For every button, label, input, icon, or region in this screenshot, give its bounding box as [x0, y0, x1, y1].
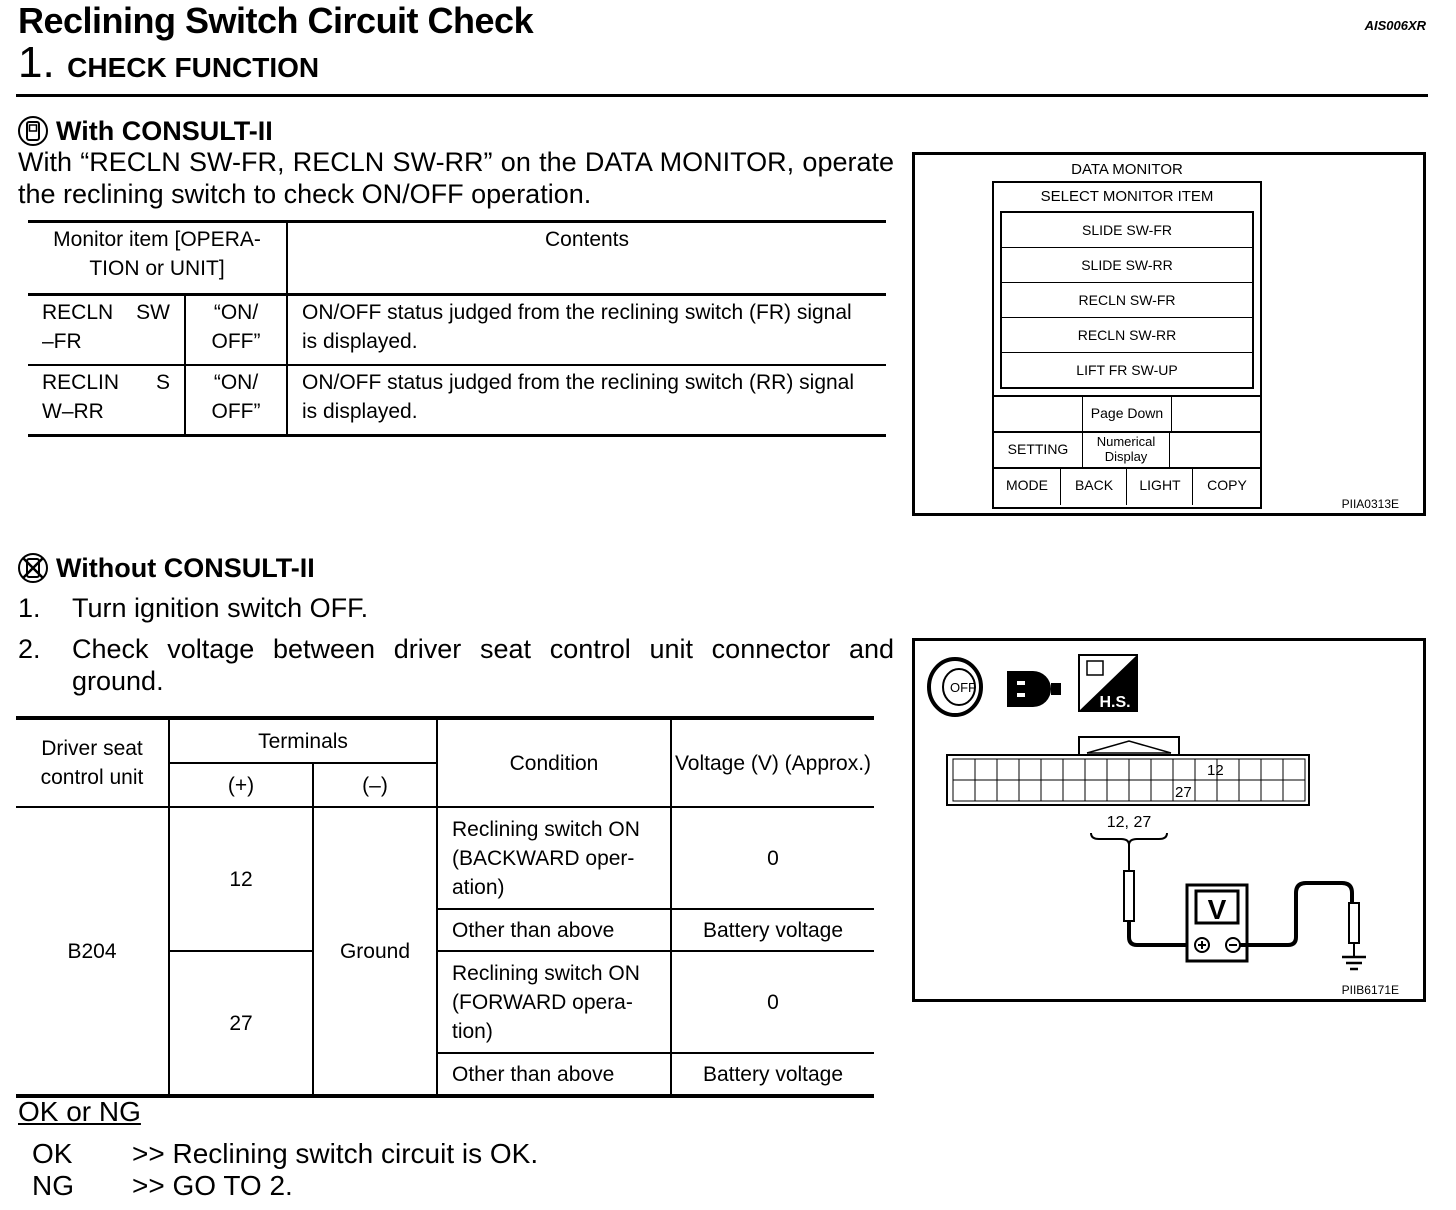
ignition-off-icon	[929, 659, 981, 715]
connector-cavity	[1107, 759, 1129, 780]
back-button[interactable]: BACK	[1060, 467, 1127, 505]
ground-cell: Ground	[313, 807, 437, 1096]
hs-label: H.S.	[1099, 694, 1131, 711]
connector-cavity	[1195, 780, 1217, 801]
connector-cavity	[975, 780, 997, 801]
header-rule	[16, 94, 1428, 97]
probe-label: 12, 27	[1106, 814, 1152, 831]
monitor-contents-cell: ON/OFF status judged from the reclining switch (FR) signal is displayed.	[287, 295, 886, 366]
connector-cavity	[1019, 759, 1041, 780]
figure-id: PIIA0313E	[1341, 497, 1399, 511]
voltage-table	[16, 716, 874, 1098]
data-monitor-title: DATA MONITOR	[1071, 161, 1183, 178]
diagram-svg	[915, 641, 1423, 999]
consult-heading-text: With CONSULT-II	[56, 115, 273, 146]
document-id: AIS006XR	[1364, 18, 1426, 33]
condition-cell: Reclining switch ON (FORWARD opera-tion)	[437, 951, 671, 1053]
monitor-item[interactable]: SLIDE SW-RR	[1002, 248, 1252, 283]
voltage-cell: 0	[671, 807, 874, 909]
header-voltage: Voltage (V) (Approx.)	[671, 718, 874, 807]
probe-brace	[1091, 833, 1167, 845]
light-button[interactable]: LIGHT	[1126, 467, 1193, 505]
header-unit: Driver seat control unit	[16, 718, 169, 807]
connector-cavity	[1063, 759, 1085, 780]
ok-text: >> Reclining switch circuit is OK.	[132, 1138, 539, 1169]
voltage-cell: Battery voltage	[671, 909, 874, 951]
monitor-item-list	[1000, 211, 1254, 389]
header-monitor-item: Monitor item [OPERA-TION or UNIT]	[53, 228, 261, 280]
connector-cavity	[1239, 759, 1261, 780]
pin-12-label: 12	[1207, 762, 1224, 779]
connector-cavity	[975, 759, 997, 780]
monitor-item[interactable]: SLIDE SW-FR	[1002, 213, 1252, 248]
monitor-item-cell: RECLIN S W–RR	[42, 371, 170, 423]
monitor-item[interactable]: RECLN SW-RR	[1002, 318, 1252, 353]
terminal-cell: 27	[169, 951, 313, 1096]
monitor-contents-cell: ON/OFF status judged from the reclining switch (RR) signal is displayed.	[287, 365, 886, 436]
probe-positive	[1124, 871, 1134, 921]
connector-cavity	[1239, 780, 1261, 801]
connector-cavity	[1107, 780, 1129, 801]
mode-button[interactable]: MODE	[1006, 477, 1048, 493]
connector-cavity	[1129, 780, 1151, 801]
header-plus: (+)	[169, 763, 313, 807]
connector-cavity	[1151, 759, 1173, 780]
ok-row	[32, 1138, 538, 1170]
connector-cavity	[953, 780, 975, 801]
condition-cell: Other than above	[437, 909, 671, 951]
connector-cavity	[1129, 759, 1151, 780]
no-consult-icon	[16, 551, 50, 585]
voltage-cell: 0	[671, 951, 874, 1053]
result-label: OK or NG	[18, 1096, 141, 1127]
copy-button[interactable]: COPY	[1192, 467, 1261, 505]
monitor-item-table	[28, 220, 886, 437]
instruction-step	[18, 633, 894, 697]
consult-icon	[16, 114, 50, 148]
monitor-item[interactable]: RECLN SW-FR	[1002, 283, 1252, 318]
monitor-unit-cell: “ON/ OFF”	[185, 365, 287, 436]
no-consult-heading-text: Without CONSULT-II	[56, 552, 315, 583]
monitor-unit-cell: “ON/ OFF”	[185, 295, 287, 366]
connector-cavity	[1041, 759, 1063, 780]
connector-cavity	[1085, 759, 1107, 780]
connector-cavity	[1151, 780, 1173, 801]
connector-cavity	[953, 759, 975, 780]
connector-cavity	[1063, 780, 1085, 801]
ok-key: OK	[32, 1138, 73, 1169]
table-row	[28, 295, 886, 366]
step-title: CHECK FUNCTION	[67, 52, 320, 83]
connector-cavity	[1019, 780, 1041, 801]
step-text: Check voltage between driver seat control unit connector and ground.	[72, 634, 894, 696]
voltage-check-diagram	[912, 638, 1426, 1002]
connector-cell: B204	[16, 807, 169, 1096]
connector-icon	[1007, 671, 1061, 707]
page-down-button[interactable]: Page Down	[1082, 395, 1172, 431]
monitor-screen	[992, 181, 1262, 509]
terminal-cell: 12	[169, 807, 313, 951]
consult-instruction: With “RECLN SW-FR, RECLN SW-RR” on the DATA MONITOR, operate the reclining switch to check ON/OFF operation.	[18, 147, 894, 209]
step-num: 1.	[18, 593, 41, 623]
pin-27-label: 27	[1175, 784, 1192, 801]
step-heading	[18, 38, 319, 88]
connector-cavity	[1261, 759, 1283, 780]
step-num: 2.	[18, 634, 41, 664]
monitor-item[interactable]: LIFT FR SW-UP	[1076, 362, 1178, 378]
connector-cavity	[1261, 780, 1283, 801]
data-monitor-figure	[912, 152, 1426, 516]
ng-key: NG	[32, 1170, 74, 1201]
header-contents: Contents	[287, 222, 886, 295]
connector-cavity	[1085, 780, 1107, 801]
instruction-step	[18, 592, 368, 624]
step-text: Turn ignition switch OFF.	[72, 593, 369, 623]
connector-cavity	[1283, 759, 1305, 780]
step-number: 1.	[18, 38, 55, 87]
connector-cavity	[1283, 780, 1305, 801]
table-row	[28, 365, 886, 436]
monitor-item-cell: RECLN SW –FR	[42, 301, 170, 353]
table-row	[16, 807, 874, 909]
harness-side-icon	[1079, 655, 1137, 711]
table-header-row	[28, 222, 886, 295]
consult-heading	[16, 114, 273, 148]
page-title: Reclining Switch Circuit Check	[18, 0, 534, 41]
connector-cavity	[1217, 780, 1239, 801]
voltage-cell: Battery voltage	[671, 1053, 874, 1096]
numerical-display-button[interactable]: Numerical Display	[1082, 431, 1170, 467]
connector-cavity	[997, 759, 1019, 780]
voltmeter-icon	[1187, 885, 1247, 961]
condition-cell: Reclining switch ON (BACKWARD oper-ation)	[437, 807, 671, 909]
connector-cavity	[1173, 759, 1195, 780]
meter-label: V	[1207, 894, 1227, 925]
ground-icon	[1342, 957, 1366, 969]
connector-face	[947, 737, 1309, 805]
header-terminals: Terminals	[169, 718, 437, 763]
connector-cavity	[997, 780, 1019, 801]
ng-row	[32, 1170, 293, 1202]
no-consult-heading	[16, 551, 315, 585]
figure-id: PIIB6171E	[1341, 983, 1399, 997]
condition-cell: Other than above	[437, 1053, 671, 1096]
setting-button[interactable]: SETTING	[1007, 441, 1069, 457]
monitor-subtitle: SELECT MONITOR ITEM	[1040, 188, 1214, 205]
off-label: OFF	[950, 680, 976, 695]
header-condition: Condition	[437, 718, 671, 807]
ng-text: >> GO TO 2.	[132, 1170, 293, 1201]
connector-cavity	[1041, 780, 1063, 801]
table-header-row	[16, 718, 874, 763]
header-minus: (–)	[313, 763, 437, 807]
probe-negative	[1349, 903, 1359, 943]
